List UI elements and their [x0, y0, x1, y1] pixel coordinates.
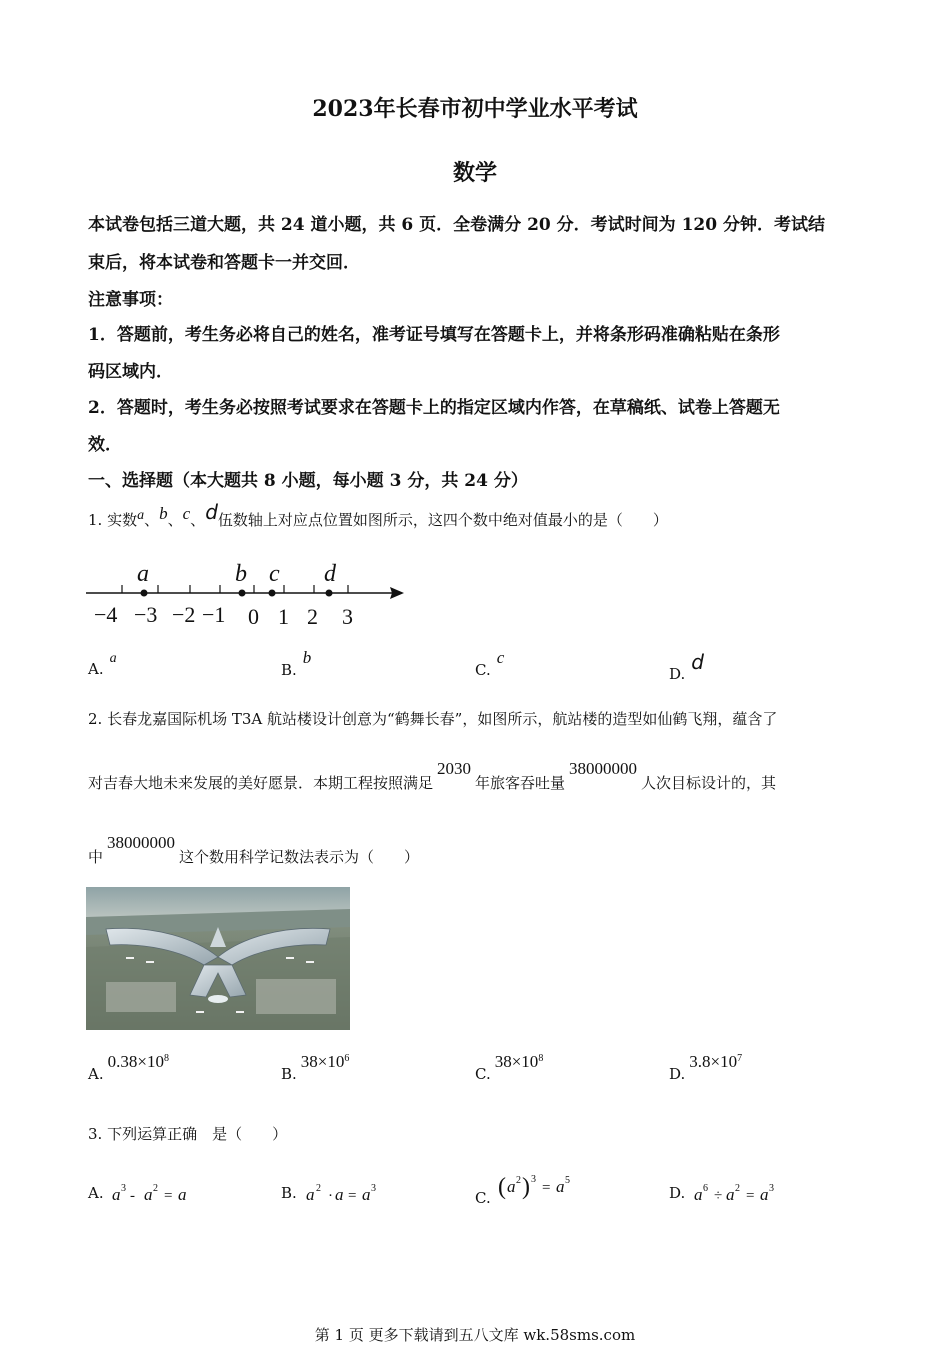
point-a [141, 590, 148, 597]
q2-number: 38000000 [569, 759, 638, 778]
q3-option-b[interactable] [281, 1182, 402, 1206]
q1-sep-2: 、 [167, 511, 183, 529]
option-letter: A. [88, 660, 104, 678]
q3-option-a[interactable] [88, 1182, 208, 1206]
option-exponent: 7 [737, 1053, 743, 1064]
option-letter: D. [669, 665, 686, 683]
q2-stem-line-3 [88, 833, 420, 867]
q3-option-d[interactable] [669, 1182, 800, 1206]
svg-text:a: a [726, 1185, 735, 1204]
q2-option-b[interactable] [281, 1052, 350, 1083]
option-letter: C. [475, 661, 491, 679]
svg-text:a: a [506, 1177, 515, 1196]
airport-terminal-photo [86, 887, 350, 1030]
option-letter: D. [669, 1184, 686, 1202]
label-a: a [137, 561, 149, 587]
svg-text:2: 2 [735, 1183, 741, 1194]
svg-text:a: a [694, 1185, 703, 1204]
svg-text:3: 3 [769, 1183, 775, 1194]
svg-text:=: = [347, 1188, 357, 1204]
label-c: c [269, 561, 280, 587]
svg-text:a: a [112, 1185, 121, 1204]
note-2-line-2: 效． [88, 435, 122, 455]
note-1-line-2: 码区域内． [88, 362, 173, 382]
option-base: 3.8×10 [689, 1052, 738, 1071]
svg-text:·: · [327, 1188, 333, 1204]
svg-text:3: 3 [530, 1174, 536, 1185]
option-letter: C. [475, 1065, 491, 1083]
option-value: b [302, 648, 312, 667]
formula-c [496, 1172, 596, 1206]
svg-text:-: - [130, 1188, 136, 1204]
option-exponent: 8 [163, 1053, 169, 1064]
q2-number: 38000000 [107, 833, 176, 852]
option-letter: B. [281, 1065, 297, 1083]
q1-sep-1: 、 [144, 511, 160, 529]
option-letter: C. [475, 1189, 491, 1207]
q2-text: 人次目标设计的，其 [641, 774, 777, 792]
label-d: d [324, 561, 336, 587]
svg-text:6: 6 [703, 1183, 709, 1194]
q3-option-c[interactable] [475, 1172, 596, 1206]
option-letter: A. [88, 1184, 104, 1202]
svg-text:a: a [305, 1185, 315, 1204]
q1-option-a[interactable] [88, 651, 117, 679]
intro-line-2: 束后，将本试卷和答题卡一并交回． [88, 253, 360, 273]
svg-text:5: 5 [564, 1175, 570, 1186]
option-base: 0.38×10 [107, 1052, 164, 1071]
svg-text:a: a [760, 1185, 769, 1204]
option-base: 38×10 [300, 1052, 345, 1071]
tick-label: 3 [342, 604, 353, 629]
option-letter: B. [281, 1184, 297, 1202]
point-c [269, 590, 276, 597]
option-value: d [691, 650, 704, 674]
q1-sep-3: 、 [190, 511, 206, 529]
option-exponent: 8 [538, 1053, 544, 1064]
option-letter: A. [88, 1065, 104, 1083]
svg-text:2: 2 [515, 1175, 521, 1186]
note-1-line-1: 1．答题前，考生务必将自己的姓名，准考证号填写在答题卡上，并将条形码准确粘贴在条形 [88, 325, 780, 345]
svg-text:3: 3 [121, 1183, 127, 1194]
subject-title: 数学 [452, 160, 497, 186]
q1-var-d: d [205, 500, 218, 524]
svg-text:÷: ÷ [714, 1188, 723, 1204]
tick-label: −3 [134, 602, 158, 627]
q1-stem [88, 500, 668, 530]
formula-d [690, 1182, 800, 1206]
intro-line-1: 本试卷包括三道大题，共 24 道小题，共 6 页．全卷满分 20 分．考试时间为 120 分钟．考试结 [88, 215, 825, 235]
option-value: a [109, 651, 117, 666]
q1-var-c: c [182, 504, 191, 523]
q2-text: 中 [88, 848, 104, 866]
label-b: b [235, 561, 247, 587]
tick-label: −4 [94, 602, 118, 627]
q3-stem: 3. 下列运算正确 是（ ） [88, 1125, 288, 1143]
q2-option-a[interactable] [88, 1052, 169, 1083]
q1-option-c[interactable] [475, 648, 505, 680]
q2-text: 年旅客吞吐量 [475, 774, 566, 792]
svg-text:3: 3 [370, 1183, 376, 1194]
svg-text:2: 2 [153, 1183, 159, 1194]
svg-text:=: = [746, 1188, 755, 1204]
svg-text:): ) [521, 1174, 530, 1200]
svg-text:a: a [144, 1185, 153, 1204]
formula-b [302, 1182, 402, 1206]
svg-text:a: a [334, 1185, 344, 1204]
svg-text:a: a [555, 1177, 564, 1196]
q2-year: 2030 [437, 759, 472, 778]
point-d [326, 590, 333, 597]
tick-label: −1 [202, 602, 226, 627]
q1-var-b: b [159, 504, 168, 523]
option-base: 38×10 [494, 1052, 539, 1071]
number-line-figure [86, 556, 406, 630]
q1-option-b[interactable] [281, 648, 312, 680]
svg-text:=: = [541, 1180, 550, 1196]
q1-suffix: 伍数轴上对应点位置如图所示，这四个数中绝对值最小的是（ ） [217, 511, 668, 529]
option-letter: D. [669, 1065, 686, 1083]
svg-text:(: ( [497, 1174, 506, 1200]
point-b [239, 590, 246, 597]
svg-text:=: = [164, 1188, 173, 1204]
q2-text: 这个数用科学记数法表示为（ ） [179, 848, 420, 866]
tick-label: 1 [278, 604, 289, 629]
note-2-line-1: 2．答题时，考生务必按照考试要求在答题卡上的指定区域内作答，在草稿纸、试卷上答题无 [88, 398, 780, 418]
q2-text: 对吉春大地未来发展的美好愿景．本期工程按照满足 [88, 774, 434, 792]
svg-text:a: a [361, 1185, 371, 1204]
tick-label: 0 [248, 604, 259, 629]
tick-label: 2 [307, 604, 318, 629]
q2-stem-line-2 [88, 759, 777, 793]
q1-var-a: a [137, 508, 145, 523]
q2-option-d[interactable] [669, 1052, 743, 1083]
option-exponent: 6 [344, 1053, 350, 1064]
notes-title: 注意事项： [88, 290, 173, 310]
number-line-arrow [390, 587, 404, 599]
q1-option-d[interactable] [669, 650, 704, 684]
tick-label: −2 [172, 602, 196, 627]
q1-prefix: 1. 实数 [88, 511, 138, 529]
q2-option-c[interactable] [475, 1052, 544, 1083]
q2-stem-line-1: 2. 长春龙嘉国际机场 T3A 航站楼设计创意为“鹤舞长春”，如图所示，航站楼的造型如仙鹤飞翔，蕴含了 [88, 710, 778, 728]
airport-illustration [86, 887, 350, 1030]
section-1-title: 一、选择题（本大题共 8 小题，每小题 3 分，共 24 分） [88, 471, 528, 491]
option-value: c [496, 648, 505, 667]
exam-title: 2023年长春市初中学业水平考试 [312, 96, 638, 122]
svg-text:a: a [178, 1185, 187, 1204]
svg-text:2: 2 [315, 1183, 321, 1194]
formula-a [108, 1182, 208, 1206]
page-footer: 第 1 页 更多下载请到五八文库 wk.58sms.com [314, 1326, 636, 1344]
option-letter: B. [281, 661, 297, 679]
